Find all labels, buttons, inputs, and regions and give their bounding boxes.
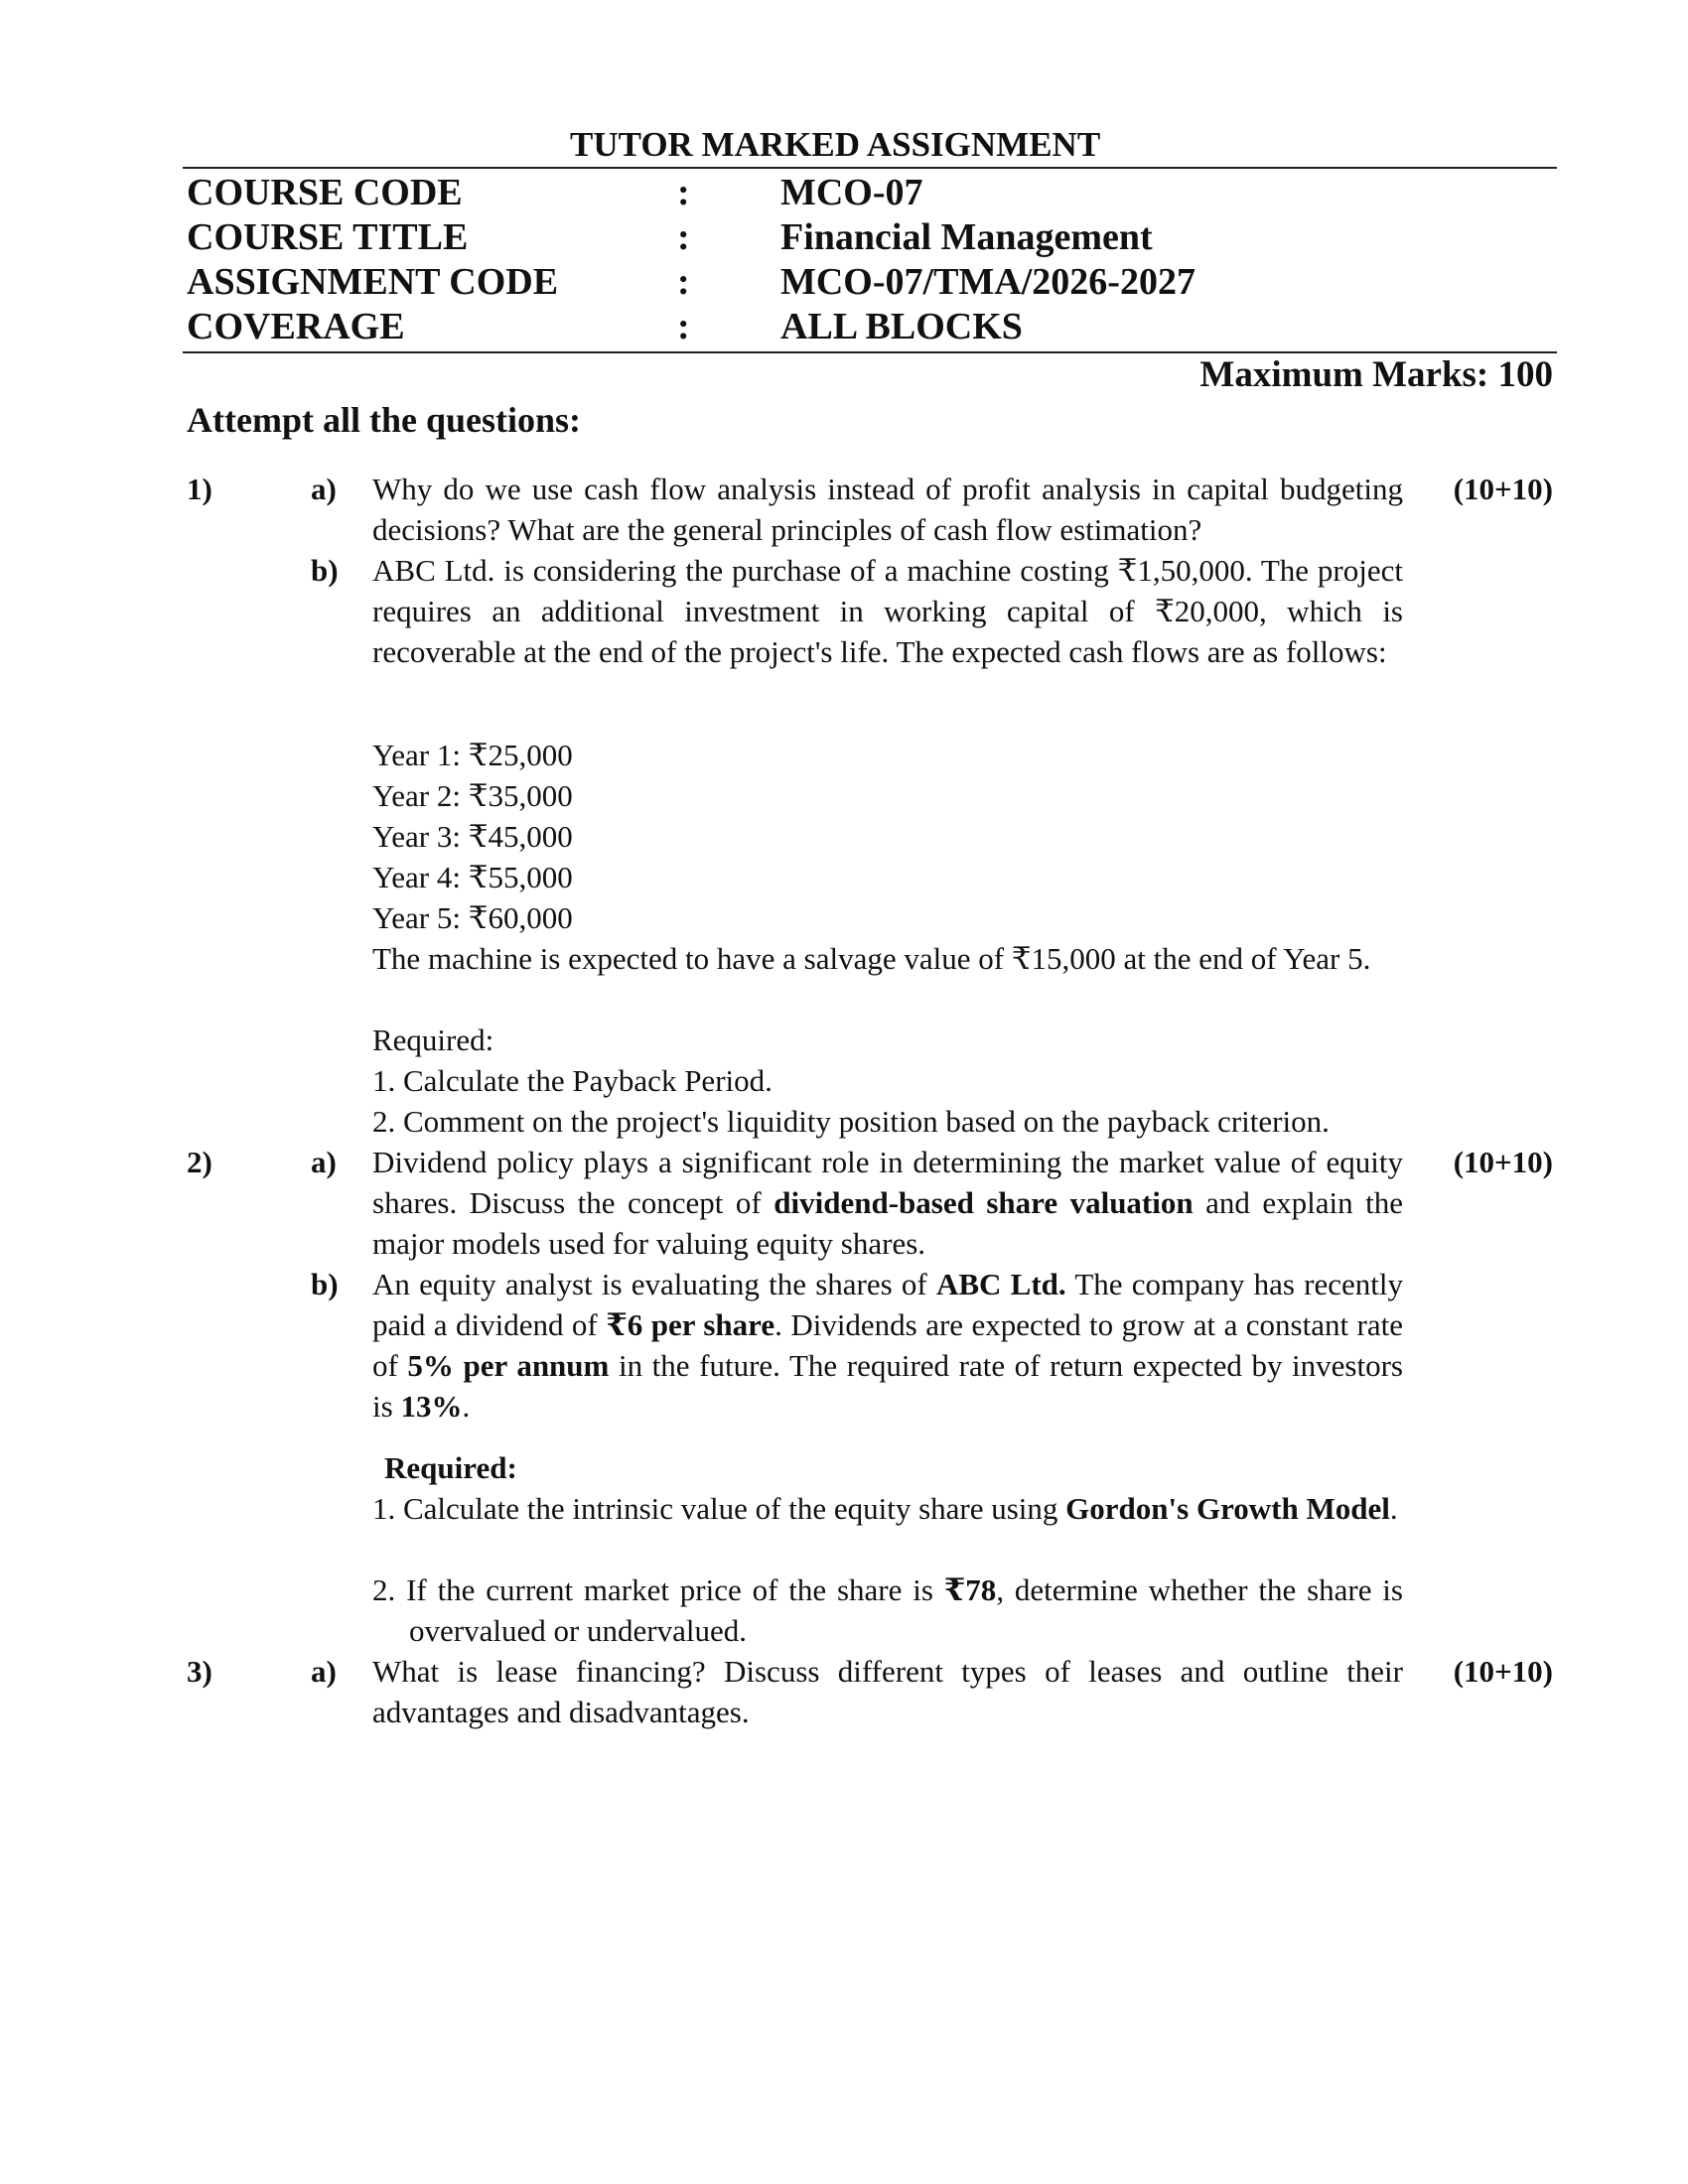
question-1a-text: Why do we use cash flow analysis instead of profit analysis in capital budgeting decisions? What are the general principles of cash flow estimation? (372, 472, 1403, 547)
cash-flow-year-5: Year 5: ₹60,000 (372, 900, 573, 935)
course-title-label: COURSE TITLE (187, 216, 469, 258)
question-3a-text: What is lease financing? Discuss different types of leases and outline their advantages and disadvantages. (372, 1654, 1403, 1729)
course-code-label: COURSE CODE (187, 172, 463, 213)
question-2a-text: Dividend policy plays a significant role in determining the market value of equity shares. Discuss the concept of dividend-based share valuation and explain the major models used for valuing equity shares. (372, 1145, 1403, 1261)
cash-flow-year-2: Year 2: ₹35,000 (372, 778, 573, 813)
question-2b-text: An equity analyst is evaluating the shares of ABC Ltd. The company has recently paid a dividend of ₹6 per share. Dividends are expected to grow at a constant rate of 5% per annum in the future. The required rate of return expected by investors is 13%. (372, 1267, 1403, 1424)
requirement-2: 2. Comment on the project's liquidity position based on the payback criterion. (372, 1104, 1330, 1139)
requirement-1: 1. Calculate the Payback Period. (372, 1063, 773, 1098)
cash-flow-year-1: Year 1: ₹25,000 (372, 738, 573, 772)
course-title-value: Financial Management (780, 216, 1153, 258)
required-label: Required: (372, 1023, 494, 1057)
assignment-code-colon: : (677, 261, 690, 303)
cash-flow-year-4: Year 4: ₹55,000 (372, 860, 573, 894)
requirement-2: 2. If the current market price of the share is ₹78, determine whether the share is overvalued or undervalued. (372, 1572, 1403, 1648)
assignment-title: TUTOR MARKED ASSIGNMENT (570, 125, 1101, 164)
part-b-label: b) (311, 553, 339, 588)
part-b-label: b) (311, 1267, 339, 1301)
question-number: 2) (187, 1145, 212, 1179)
bold-term: dividend-based share valuation (774, 1185, 1194, 1220)
coverage-value: ALL BLOCKS (780, 306, 1023, 347)
course-title-colon: : (677, 216, 690, 258)
course-code-colon: : (677, 172, 690, 213)
maximum-marks: Maximum Marks: 100 (1199, 354, 1553, 395)
question-marks: (10+10) (1453, 1654, 1553, 1689)
assignment-code-label: ASSIGNMENT CODE (187, 261, 559, 303)
question-number: 1) (187, 472, 212, 506)
market-price: ₹78 (943, 1572, 997, 1607)
instruction-heading: Attempt all the questions: (187, 400, 581, 440)
company-name: ABC Ltd. (935, 1267, 1066, 1301)
assignment-code-value: MCO-07/TMA/2026-2027 (780, 261, 1196, 303)
question-marks: (10+10) (1453, 1145, 1553, 1179)
salvage-value-text: The machine is expected to have a salvage value of ₹15,000 at the end of Year 5. (372, 941, 1371, 976)
dividend-amount: ₹6 per share (606, 1307, 775, 1342)
coverage-label: COVERAGE (187, 306, 405, 347)
question-marks: (10+10) (1453, 472, 1553, 506)
cash-flow-year-3: Year 3: ₹45,000 (372, 819, 573, 854)
question-number: 3) (187, 1654, 212, 1689)
required-label: Required: (384, 1450, 517, 1485)
part-a-label: a) (311, 1145, 337, 1179)
requirement-1: 1. Calculate the intrinsic value of the equity share using Gordon's Growth Model. (372, 1491, 1398, 1526)
coverage-colon: : (677, 306, 690, 347)
required-return: 13% (400, 1389, 463, 1424)
question-1b-text: ABC Ltd. is considering the purchase of a machine costing ₹1,50,000. The project requires an additional investment in working capital of ₹20,000, which is recoverable at the end of the project's life. The expected cash flows are as follows: (372, 553, 1403, 669)
header-top-rule (183, 167, 1557, 169)
model-name: Gordon's Growth Model (1065, 1491, 1390, 1526)
part-a-label: a) (311, 472, 337, 506)
growth-rate: 5% per annum (407, 1348, 610, 1383)
part-a-label: a) (311, 1654, 337, 1689)
course-code-value: MCO-07 (780, 172, 923, 213)
